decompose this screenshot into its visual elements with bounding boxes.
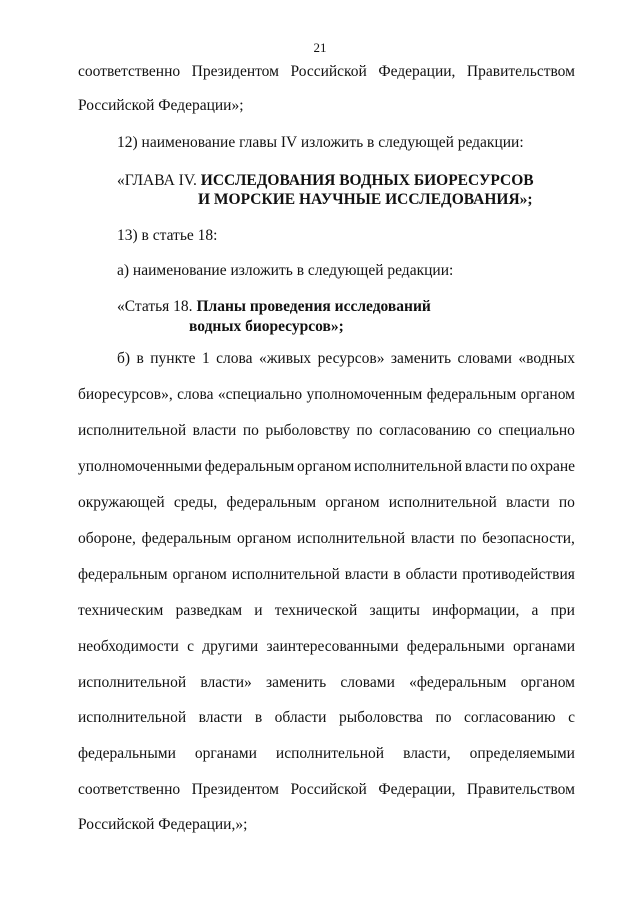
paragraph-b-line-6 [78,530,575,548]
word: с [568,709,575,726]
word: Правительством [466,781,575,798]
word: федеральными [78,745,176,762]
item-12-text: 12) наименование главы IV изложить в следующей редакции: [117,134,524,151]
word: безопасности, [482,530,575,547]
word: по [558,494,575,511]
word: заинтересованными [266,638,399,655]
word: словами [340,674,395,691]
chapter-title-line-2: И МОРСКИЕ НАУЧНЫЕ ИССЛЕДОВАНИЯ [198,191,520,208]
word: федеральным [204,458,295,475]
paragraph-b-line-2 [78,386,575,404]
paragraph-b-line-10 [78,674,575,692]
page-number: 21 [313,40,327,55]
paragraph-b-line-1 [117,350,575,368]
paragraph-b-line-11 [78,709,575,727]
chapter-prefix: «ГЛАВА IV. [117,172,201,189]
word: исполнительной [78,422,187,439]
word: исполнительной [297,530,406,547]
word: органом [297,458,352,475]
word: Президентом [191,781,279,798]
word: заменить [390,350,452,367]
word: б) [117,350,131,367]
word: по [242,422,259,439]
word: «водных [518,350,575,367]
word: по [356,422,373,439]
word: а [531,602,539,619]
word: уполномоченными [78,458,203,475]
word: Правительством [466,63,575,80]
subitem-a-text: а) наименование изложить в следующей редакции: [117,262,454,279]
word: по [511,458,528,475]
article-prefix: «Статья 18. [117,298,197,315]
word: органом [325,494,380,511]
word: «живых [258,350,312,367]
word: «специально [217,386,303,403]
word: окружающей [78,494,165,511]
word: слова [177,386,214,403]
word: в [254,709,263,726]
word: в [393,566,401,583]
word: власти [344,566,389,583]
word: исполнительной [275,745,385,762]
word: власти [198,709,243,726]
chapter-suffix: »; [519,191,533,208]
word: федеральными [406,638,505,655]
word: в [136,350,144,367]
paragraph-b-line-5 [78,494,575,512]
word: исполнительной [388,494,497,511]
word: согласованию [464,709,556,726]
word: власти» [200,674,252,691]
paragraph-b-line-9 [78,638,575,656]
word: области [405,566,458,583]
word: исполнительной [354,458,463,475]
paragraph-b-line-12 [78,745,575,763]
word: обороне, [78,530,136,547]
word: Федерации, [378,63,456,80]
word: исполнительной [231,566,340,583]
word: Президентом [191,63,279,80]
word: соответственно [78,781,181,798]
word: федеральным [78,566,168,583]
word: необходимости [78,638,179,655]
article-title-line-1: Планы проведения исследований [196,298,431,315]
word: по [435,709,452,726]
word: исполнительной [78,709,187,726]
word: биоресурсов», [78,386,173,403]
word: согласованию [379,422,471,439]
word: и [254,602,263,619]
paragraph-b-line-4 [78,458,575,476]
word: со [477,422,492,439]
word: органами [512,638,575,655]
word: власти [410,530,455,547]
article-suffix: »; [330,318,344,335]
paragraph-b-line-3 [78,422,575,440]
word: власти [464,458,509,475]
word: специально [498,422,575,439]
paragraph-b-line-14: Российской Федерации,»; [78,816,248,833]
word: рыболовству [265,422,350,439]
word: словами [457,350,512,367]
word: защиты [369,602,420,619]
chapter-heading [117,171,534,209]
word: противодействия [462,566,575,583]
word: слова [216,350,253,367]
word: области [274,709,327,726]
word: охране [530,458,575,475]
paragraph-b-line-7 [78,566,575,584]
word: с [187,638,194,655]
word: рыболовства [338,709,423,726]
word: власти, [403,745,451,762]
word: другими [202,638,259,655]
text-line-2: Российской Федерации»; [78,97,244,114]
word: заменить [266,674,327,691]
word: Российской [290,63,367,80]
word: уполномоченным [306,386,423,403]
word: органом [236,530,292,547]
item-13-text: 13) в статье 18: [117,227,218,244]
word: «федеральным [409,674,507,691]
chapter-title-line-1: ИССЛЕДОВАНИЯ ВОДНЫХ БИОРЕСУРСОВ [200,172,534,189]
article-title-line-2: водных биоресурсов [189,318,331,335]
word: Российской [290,781,367,798]
word: технической [274,602,358,619]
paragraph-b-line-8 [78,602,575,620]
word: среды, [173,494,218,511]
word: федеральным [226,494,317,511]
word: власти [506,494,550,511]
word: органом [520,674,575,691]
word: исполнительной [78,674,187,691]
paragraph-b-line-13 [78,781,575,799]
word: федеральным [426,386,517,403]
word: Федерации, [378,781,456,798]
word: ресурсов» [317,350,385,367]
article-heading [117,297,431,337]
word: органами [194,745,257,762]
word: техническим [78,602,164,619]
word: по [460,530,477,547]
word: органом [172,566,227,583]
word: разведкам [175,602,243,619]
word: при [550,602,575,619]
word: 1 [201,350,210,367]
word: определяемыми [469,745,575,762]
word: информации, [432,602,520,619]
word: власти [192,422,237,439]
word: пункте [150,350,196,367]
word: федеральным [141,530,232,547]
text-line-1 [78,63,575,81]
word: соответственно [78,63,181,80]
word: органом [520,386,575,403]
